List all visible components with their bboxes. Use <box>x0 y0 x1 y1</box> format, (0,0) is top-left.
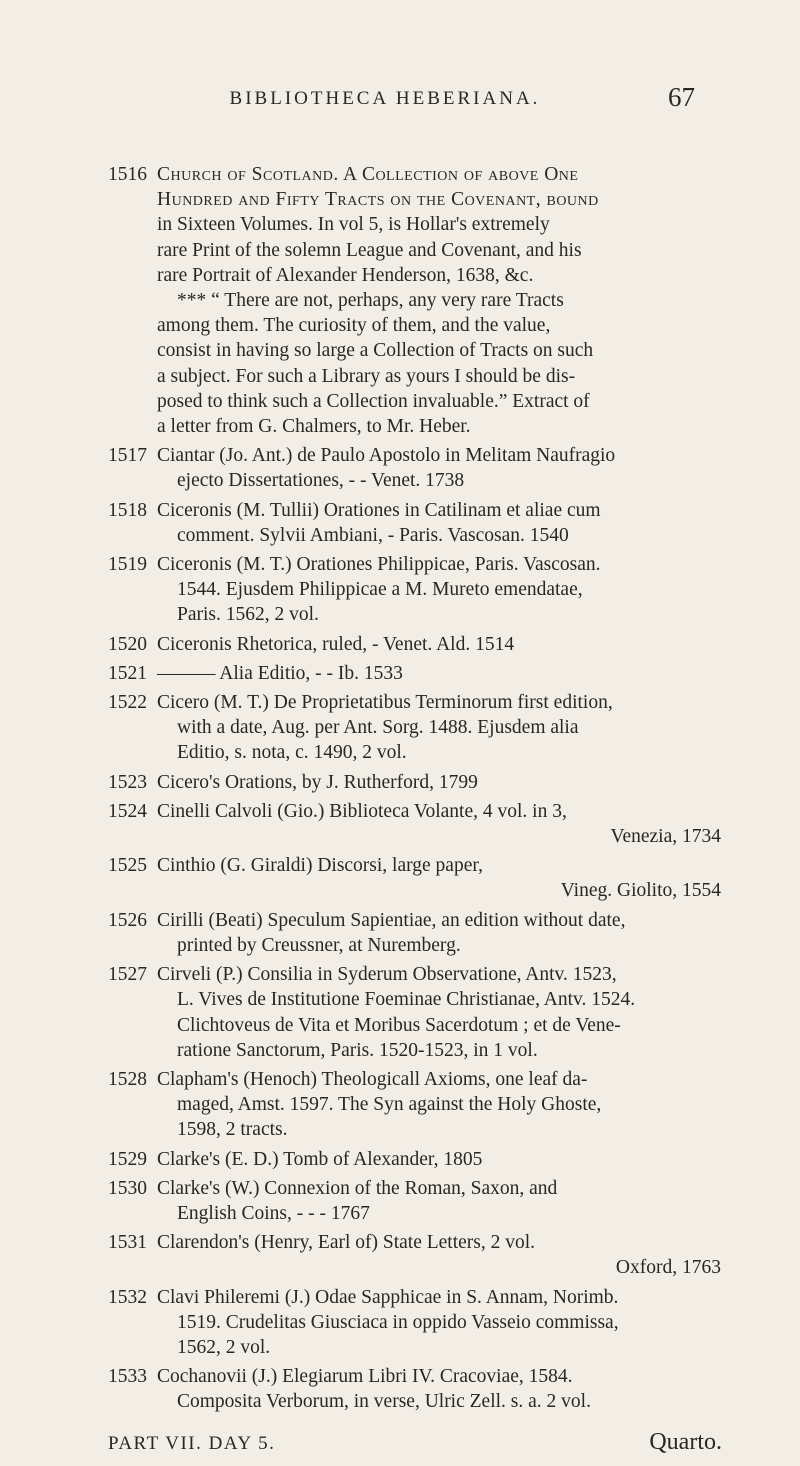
page-footer <box>108 1429 722 1459</box>
catalogue-entry <box>108 661 721 686</box>
entry-line: ratione Sanctorum, Paris. 1520-1523, in 1 vol. <box>177 1039 538 1061</box>
lot-number: 1526 <box>108 909 147 931</box>
lot-number: 1528 <box>108 1068 147 1090</box>
entry-line: 1562, 2 vol. <box>177 1336 271 1358</box>
entry-line: Editio, s. nota, c. 1490, 2 vol. <box>177 742 407 764</box>
entry-line: Cinelli Calvoli (Gio.) Biblioteca Volante, 4 vol. in 3, <box>157 800 567 822</box>
entry-line: L. Vives de Institutione Foeminae Christianae, Antv. 1524. <box>177 989 636 1011</box>
entry-line: 1519. Crudelitas Giusciaca in oppido Vasseio commissa, <box>177 1311 619 1333</box>
part-signature: PART VII. DAY 5. <box>108 1433 276 1454</box>
catalogue-entry <box>108 552 721 628</box>
entry-line: Cirveli (P.) Consilia in Syderum Observatione, Antv. 1523, <box>157 964 617 986</box>
catalogue-entry <box>108 690 721 766</box>
entry-line: 1598, 2 tracts. <box>177 1119 288 1141</box>
entry-line: Church of Scotland. A Collection of above One <box>157 164 579 185</box>
format-catchword: Quarto. <box>649 1429 722 1455</box>
entry-line: Clichtoveus de Vita et Moribus Sacerdotum ; et de Vene- <box>177 1014 621 1036</box>
catalogue-entry <box>108 1176 721 1226</box>
entry-line: 1544. Ejusdem Philippicae a M. Mureto emendatae, <box>177 579 583 601</box>
catalogue-entry <box>108 1067 721 1143</box>
entry-line: Composita Verborum, in verse, Ulric Zell. s. a. 2 vol. <box>177 1391 591 1413</box>
lot-number: 1530 <box>108 1177 147 1199</box>
catalogue-entry <box>108 443 721 493</box>
catalogue-entry <box>108 498 721 548</box>
catalogue-entry <box>108 770 721 795</box>
entry-line: comment. Sylvii Ambiani, - Paris. Vascosan. 1540 <box>177 524 569 546</box>
lot-number: 1524 <box>108 800 147 822</box>
entry-line: Clarendon's (Henry, Earl of) State Letters, 2 vol. <box>157 1232 536 1254</box>
entry-line: Cinthio (G. Giraldi) Discorsi, large paper, <box>157 855 483 877</box>
lot-number: 1525 <box>108 855 147 877</box>
entry-line: ejecto Dissertationes, - - Venet. 1738 <box>177 470 465 492</box>
entry-line: *** “ There are not, perhaps, any very rare Tracts <box>177 290 564 312</box>
entry-line: Venezia, 1734 <box>610 826 721 848</box>
entry-line: Hundred and Fifty Tracts on the Covenant, bound <box>157 189 599 211</box>
entry-line: a letter from G. Chalmers, to Mr. Heber. <box>157 416 471 438</box>
lot-number: 1533 <box>108 1366 147 1388</box>
entry-line: printed by Creussner, at Nuremberg. <box>177 934 461 956</box>
lot-number: 1523 <box>108 771 147 793</box>
catalogue-entry <box>108 1285 721 1361</box>
entry-line: maged, Amst. 1597. The Syn against the Holy Ghoste, <box>177 1094 602 1116</box>
lot-number: 1516 <box>108 164 147 185</box>
running-title: BIBLIOTHECA HEBERIANA. <box>229 88 541 109</box>
lot-number: 1532 <box>108 1286 147 1308</box>
lot-number: 1517 <box>108 445 147 467</box>
catalogue-entry <box>108 1147 721 1172</box>
entry-line: Ciceronis (M. T.) Orationes Philippicae, Paris. Vascosan. <box>157 554 601 576</box>
running-header <box>0 82 800 122</box>
catalogue-entries <box>108 162 721 1419</box>
lot-number: 1519 <box>108 554 147 576</box>
entry-line: Oxford, 1763 <box>615 1257 721 1279</box>
catalogue-entry <box>108 1230 721 1280</box>
entry-line: English Coins, - - - 1767 <box>177 1202 370 1224</box>
lot-number: 1527 <box>108 964 147 986</box>
entry-line: Cochanovii (J.) Elegiarum Libri IV. Cracoviae, 1584. <box>157 1366 573 1388</box>
catalogue-entry <box>108 853 721 903</box>
entry-line: consist in having so large a Collection of Tracts on such <box>157 340 594 362</box>
entry-line: Clapham's (Henoch) Theologicall Axioms, one leaf da- <box>157 1068 588 1090</box>
entry-line: ——— Alia Editio, - - Ib. 1533 <box>157 662 403 684</box>
entry-line: Clarke's (W.) Connexion of the Roman, Saxon, and <box>157 1177 558 1199</box>
entry-line: with a date, Aug. per Ant. Sorg. 1488. Ejusdem alia <box>177 717 579 739</box>
lot-number: 1529 <box>108 1148 147 1170</box>
catalogue-entry <box>108 908 721 958</box>
entry-line: Clavi Phileremi (J.) Odae Sapphicae in S. Annam, Norimb. <box>157 1286 619 1308</box>
lot-number: 1518 <box>108 499 147 521</box>
entry-line: Ciantar (Jo. Ant.) de Paulo Apostolo in Melitam Naufragio <box>157 445 616 467</box>
page-number: 67 <box>668 82 695 112</box>
entry-line: Ciceronis (M. Tullii) Orationes in Catilinam et aliae cum <box>157 499 601 521</box>
entry-line: Cicero's Orations, by J. Rutherford, 1799 <box>157 771 478 793</box>
entry-line: posed to think such a Collection invaluable.” Extract of <box>157 390 590 412</box>
entry-line: Paris. 1562, 2 vol. <box>177 604 319 626</box>
entry-line: a subject. For such a Library as yours I should be dis- <box>157 365 576 387</box>
entry-line: rare Print of the solemn League and Covenant, and his <box>157 239 582 261</box>
entry-line: in Sixteen Volumes. In vol 5, is Hollar's extremely <box>157 214 550 236</box>
entry-line: Vineg. Giolito, 1554 <box>560 880 721 902</box>
lot-number: 1521 <box>108 662 147 684</box>
entry-line: rare Portrait of Alexander Henderson, 1638, &c. <box>157 264 534 286</box>
catalogue-entry <box>108 162 721 439</box>
lot-number: 1522 <box>108 692 147 714</box>
entry-line: Clarke's (E. D.) Tomb of Alexander, 1805 <box>157 1148 483 1170</box>
catalogue-entry <box>108 799 721 849</box>
catalogue-entry <box>108 1364 721 1414</box>
catalogue-entry <box>108 962 721 1063</box>
entry-line: Cirilli (Beati) Speculum Sapientiae, an edition without date, <box>157 909 626 931</box>
lot-number: 1520 <box>108 633 147 655</box>
entry-line: Ciceronis Rhetorica, ruled, - Venet. Ald. 1514 <box>157 633 515 655</box>
lot-number: 1531 <box>108 1232 147 1254</box>
catalogue-entry <box>108 632 721 657</box>
entry-line: among them. The curiosity of them, and the value, <box>157 315 551 337</box>
entry-line: Cicero (M. T.) De Proprietatibus Terminorum first edition, <box>157 692 613 714</box>
